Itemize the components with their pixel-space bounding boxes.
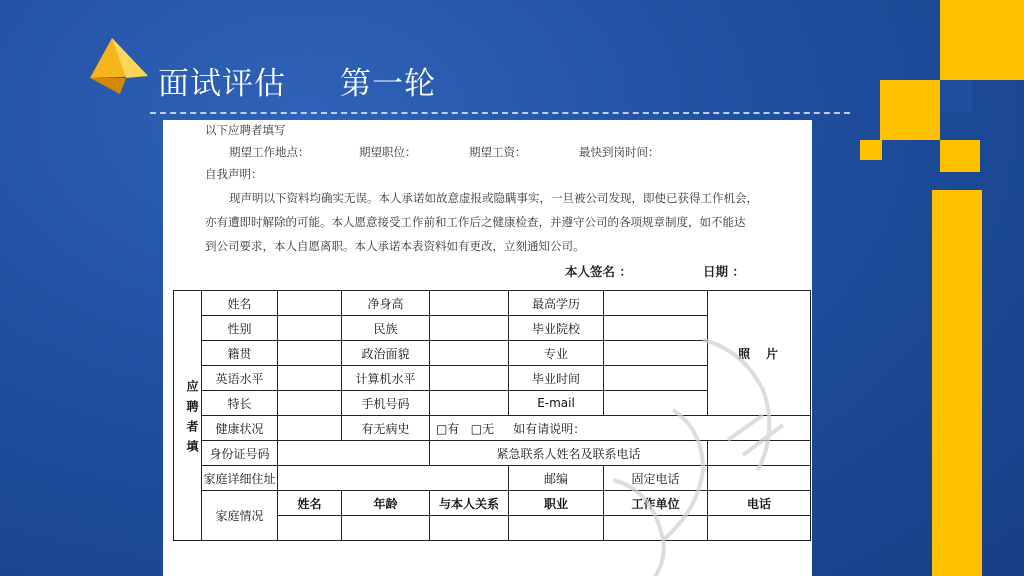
family-header: 年龄 (342, 491, 430, 516)
family-cell (278, 516, 342, 541)
value-cell (708, 441, 811, 466)
label-id-number: 身份证号码 (202, 441, 278, 466)
value-cell (278, 291, 342, 316)
applicant-form-table (173, 290, 811, 541)
page-title (158, 58, 436, 103)
no-option: □无 (470, 421, 495, 436)
label-education: 最高学历 (509, 291, 604, 316)
label-address: 家庭详细住址 (202, 466, 278, 491)
family-cell (342, 516, 430, 541)
value-cell (604, 341, 708, 366)
fill-instruction: 以下应聘者填写 (205, 123, 286, 137)
title-main: 面试评估 (158, 66, 286, 102)
declaration-line: 到公司要求，本人自愿离职。本人承诺本表资料如有更改，立刻通知公司。 (205, 239, 585, 253)
application-form-image (163, 120, 812, 576)
label-name: 姓名 (202, 291, 278, 316)
label-gender: 性别 (202, 316, 278, 341)
photo-cell: 照 片 (708, 291, 811, 416)
family-cell (430, 516, 509, 541)
label-english-level: 英语水平 (202, 366, 278, 391)
expect-salary: 期望工资： (469, 145, 527, 159)
label-native-place: 籍贯 (202, 341, 278, 366)
signature-label: 本人签名 ： (565, 264, 632, 279)
declaration-section (163, 120, 812, 290)
yes-option: □有 (436, 421, 460, 436)
family-cell (604, 516, 708, 541)
label-family: 家庭情况 (202, 491, 278, 541)
value-cell (708, 466, 811, 491)
title-divider (150, 112, 850, 114)
value-cell (430, 391, 509, 416)
label-phone: 手机号码 (342, 391, 430, 416)
date-label: 日期 ： (703, 264, 745, 279)
family-cell (708, 516, 811, 541)
label-postcode: 邮编 (509, 466, 604, 491)
label-height: 净身高 (342, 291, 430, 316)
decor-block (940, 0, 1024, 80)
paper-plane-icon (90, 38, 152, 98)
title-round: 第一轮 (340, 66, 436, 102)
value-cell (278, 366, 342, 391)
label-landline: 固定电话 (604, 466, 708, 491)
value-cell (604, 391, 708, 416)
declaration-line: 亦有遭即时解除的可能。本人愿意接受工作前和工作后之健康检查，并遵守公司的各项规章制度，如不能达 (205, 215, 746, 229)
label-graduation-time: 毕业时间 (509, 366, 604, 391)
label-ethnicity: 民族 (342, 316, 430, 341)
value-cell (430, 316, 509, 341)
label-medical-history: 有无病史 (342, 416, 430, 441)
value-cell (278, 316, 342, 341)
value-cell (278, 391, 342, 416)
value-cell (430, 291, 509, 316)
family-header: 工作单位 (604, 491, 708, 516)
decor-block (932, 190, 982, 576)
explain-label: 如有请说明： (513, 421, 586, 436)
decor-block (860, 140, 882, 160)
label-emergency-contact: 紧急联系人姓名及联系电话 (430, 441, 708, 466)
value-cell (430, 341, 509, 366)
value-cell (604, 291, 708, 316)
expect-location: 期望工作地点： (229, 145, 310, 159)
family-header: 职业 (509, 491, 604, 516)
label-specialty: 特长 (202, 391, 278, 416)
declaration-title: 自我声明： (205, 167, 263, 181)
label-major: 专业 (509, 341, 604, 366)
decor-block (940, 140, 980, 172)
label-political-status: 政治面貌 (342, 341, 430, 366)
expect-start: 最快到岗时间： (579, 145, 660, 159)
family-header: 姓名 (278, 491, 342, 516)
value-cell (278, 441, 430, 466)
family-cell (509, 516, 604, 541)
value-cell (278, 341, 342, 366)
expect-position: 期望职位： (359, 145, 417, 159)
decor-block (880, 80, 940, 140)
value-cell (604, 366, 708, 391)
value-cell (430, 366, 509, 391)
slide-header (90, 38, 850, 108)
label-school: 毕业院校 (509, 316, 604, 341)
medical-history-options (430, 416, 811, 441)
value-cell (278, 416, 342, 441)
declaration-line: 现声明以下资料均确实无误。本人承诺如故意虚报或隐瞒事实，一旦被公司发现，即使已获得工作机会， (229, 191, 758, 205)
family-header: 电话 (708, 491, 811, 516)
label-health: 健康状况 (202, 416, 278, 441)
label-email: E-mail (509, 391, 604, 416)
value-cell (604, 316, 708, 341)
decor-block (940, 80, 972, 112)
side-label: 应聘者填 (174, 291, 202, 541)
label-computer-level: 计算机水平 (342, 366, 430, 391)
family-header: 与本人关系 (430, 491, 509, 516)
value-cell (278, 466, 509, 491)
